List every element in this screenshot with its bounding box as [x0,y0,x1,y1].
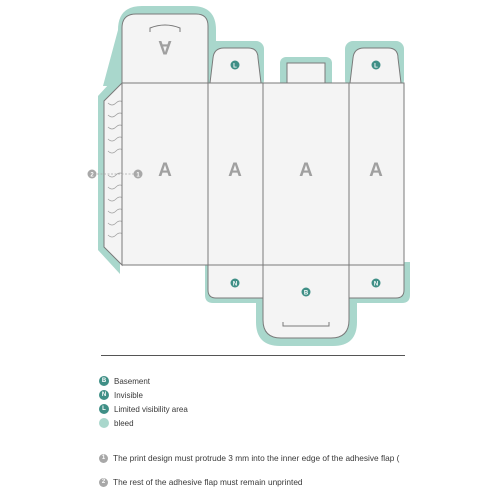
callout-2 [88,170,97,179]
legend-item-bleed [99,417,134,429]
legend-item-limited-visibility [99,403,188,415]
flap-marker-bottom-right [372,279,381,288]
note-2 [99,476,303,488]
note-1 [99,452,399,464]
flap-marker-bottom-left [231,279,240,288]
panel-letter-1: A [158,160,172,181]
svg-text:N: N [232,281,238,288]
callout-1 [134,170,143,179]
panel-letter-2: A [228,160,242,181]
legend-item-basement [99,375,150,387]
limited-visibility-badge-icon: L [99,404,109,414]
panel-letter-flipped: A [158,36,172,57]
legend-label: Limited visibility area [114,404,188,414]
svg-text:1: 1 [136,172,140,179]
legend-label: bleed [114,418,134,428]
note-number-icon: 2 [99,478,108,487]
svg-text:N: N [373,281,379,288]
svg-text:L: L [374,63,378,70]
svg-text:B: B [303,290,309,297]
note-number-icon: 1 [99,454,108,463]
panel-letter-4: A [369,160,383,181]
svg-text:2: 2 [90,172,94,179]
svg-text:L: L [233,63,237,70]
note-text: The rest of the adhesive flap must remain unprinted [113,477,303,487]
panel-letter-3: A [299,160,313,181]
legend-label: Basement [114,376,151,386]
basement-badge-icon: B [99,376,109,386]
legend-label: Invisible [114,390,143,400]
flap-marker-top-left [231,61,240,70]
bleed-swatch-icon [99,418,109,428]
flap-marker-top-right [372,61,381,70]
legend-item-invisible [99,389,143,401]
note-text: The print design must protrude 3 mm into the inner edge of the adhesive flap ( [113,453,400,463]
divider-line [101,355,405,356]
flap-marker-bottom-center [302,288,311,297]
invisible-badge-icon: N [99,390,109,400]
bottom-flap-base [263,265,349,338]
